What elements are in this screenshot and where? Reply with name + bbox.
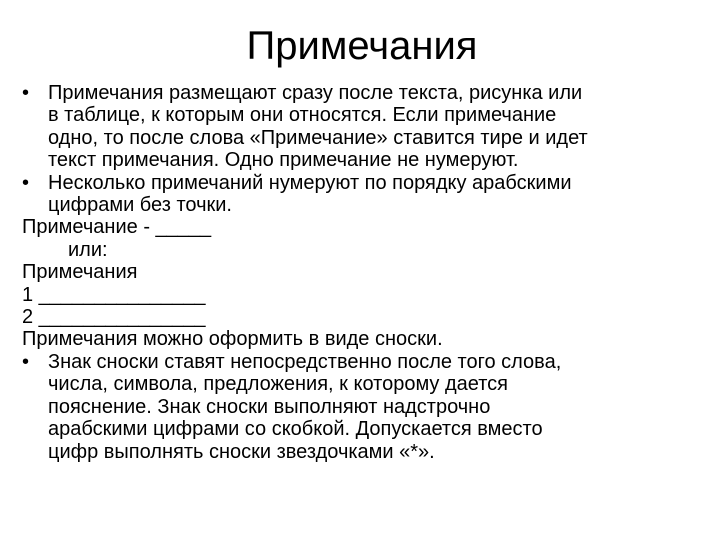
- bullet-text: [48, 351, 702, 463]
- text-line: одно, то после слова «Примечание» ставится тире и идет: [48, 126, 588, 149]
- text-line: пояснение. Знак сноски выполняют надстрочно: [48, 395, 491, 418]
- example-multiple-heading: Примечания: [22, 261, 138, 284]
- or-text: или:: [68, 238, 108, 261]
- text-line: цифр выполнять сноски звездочками «*».: [48, 440, 435, 463]
- example-item-2: 2 _______________: [22, 306, 206, 329]
- example-single-note: Примечание - _____: [22, 216, 212, 239]
- bullet-text: [48, 82, 702, 172]
- text-line: числа, символа, предложения, к которому дается: [48, 373, 508, 396]
- text-line: Знак сноски ставят непосредственно после того слова,: [48, 350, 562, 373]
- text-line: Примечания размещают сразу после текста, рисунка или: [48, 82, 583, 104]
- text-line: текст примечания. Одно примечание не нумеруют.: [48, 149, 519, 172]
- text-line: цифрами без точки.: [48, 194, 232, 217]
- text-line: в таблице, к которым они относятся. Если примечание: [48, 104, 557, 127]
- bullet-item-numbering: [22, 172, 702, 217]
- bullet-item-notes-placement: [22, 82, 702, 172]
- bullet-icon: •: [22, 82, 30, 104]
- bullet-icon: •: [22, 350, 30, 373]
- slide-title: Примечания: [246, 24, 478, 68]
- example-item-1: 1 _______________: [22, 283, 206, 306]
- bullet-item-footnote-mark: [22, 351, 702, 463]
- text-line: арабскими цифрами со скобкой. Допускается вместо: [48, 418, 543, 441]
- bullet-text: [48, 172, 702, 217]
- footnote-intro: Примечания можно оформить в виде сноски.: [22, 328, 443, 351]
- text-line: Несколько примечаний нумеруют по порядку арабскими: [48, 171, 572, 194]
- bullet-icon: •: [22, 171, 30, 194]
- slide-content: [22, 82, 702, 463]
